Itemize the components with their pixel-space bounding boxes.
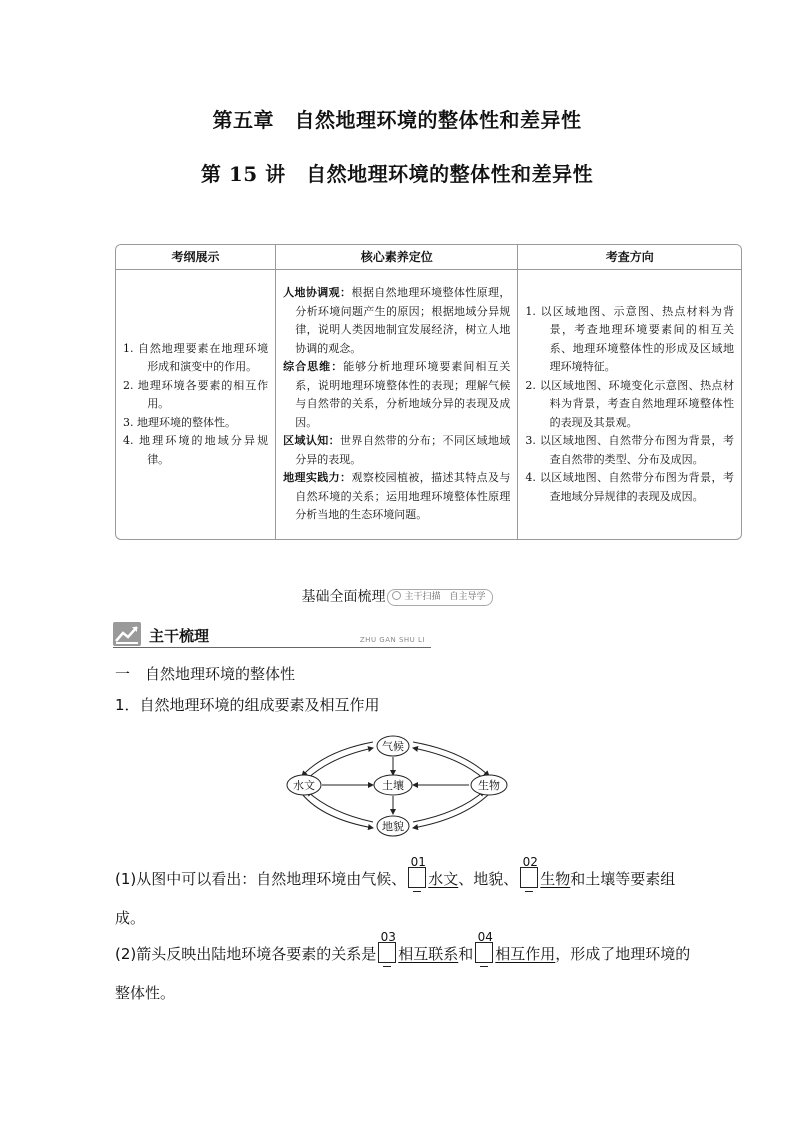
geo-elements-diagram — [285, 733, 511, 837]
syllabus-table — [115, 244, 742, 540]
heading-level-1: 一 自然地理环境的整体性 — [115, 665, 296, 683]
node-label: 水文 — [293, 779, 315, 792]
lecture-title: 第 15 讲 自然地理环境的整体性和差异性 — [200, 162, 594, 186]
list-item: 3. 以区域地图、自然带分布图为背景，考查自然带的类型、分布及成因。 — [525, 434, 734, 466]
answer-blank: 水文 — [428, 870, 459, 888]
list-item: 4. 地理环境的地域分异规律。 — [123, 434, 269, 466]
trend-chart-icon — [113, 622, 141, 646]
chapter-title: 第五章 自然地理环境的整体性和差异性 — [212, 108, 582, 132]
list-item: 1. 以区域地图、示意图、热点材料为背景，考查地理环境要素间的相互关系、地理环境整体性的形成及区域地理环境特征。 — [525, 304, 734, 374]
node-label: 生物 — [478, 779, 500, 792]
item-label: 综合思维： — [283, 360, 344, 374]
paragraph-1 — [115, 855, 705, 938]
item-text: 能够分析地理环境要素间相互关系，说明地理环境整体性的表现；理解气候与自然带的关系，分析地域分异的表现及成因。 — [295, 360, 511, 429]
list-item — [283, 284, 510, 358]
section-pill — [387, 589, 492, 606]
answer-number: 03 — [380, 930, 396, 944]
table-header-cell: 考查方向 — [517, 245, 741, 270]
section-heading-text: 基础全面梳理 — [301, 589, 386, 605]
answer-blank: 生物 — [540, 870, 571, 888]
magnifier-icon — [392, 591, 401, 600]
answer-marker-box — [475, 930, 493, 963]
node-label: 地貌 — [382, 820, 404, 833]
item-label: 人地协调观： — [283, 286, 352, 300]
table-row — [116, 270, 741, 539]
answer-marker-box — [408, 855, 426, 888]
item-text: 观察校园植被，描述其特点及与自然环境的关系；运用地理环境整体性原理分析当地的生态环境问题。 — [295, 471, 511, 522]
table-header-cell: 核心素养定位 — [275, 245, 517, 270]
list-item: 1. 自然地理要素在地理环境形成和演变中的作用。 — [123, 341, 269, 374]
answer-marker-box — [378, 930, 396, 963]
answer-blank: 相互联系 — [398, 945, 459, 963]
list-item: 2. 地理环境各要素的相互作用。 — [123, 378, 269, 411]
text-segment: 、地貌、 — [458, 870, 519, 888]
paragraph-2 — [115, 930, 705, 1013]
section-pill-text: 主干扫描 自主导学 — [404, 592, 486, 602]
item-text: 根据自然地理环境整体性原理，分析环境问题产生的原因；根据地域分异规律，说明人类因地制宜发展经济，树立人地协调的观念。 — [295, 286, 511, 355]
text-segment: (2)箭头反映出陆地环境各要素的关系是 — [115, 945, 377, 963]
list-item: 2. 以区域地图、环境变化示意图、热点材料为背景，考查自然地理环境整体性的表现及其景观。 — [525, 378, 734, 429]
list-item — [283, 469, 510, 525]
heading-level-2: 1．自然地理环境的组成要素及相互作用 — [115, 696, 380, 714]
text-segment: ，形成了地理环境的整体性。 — [115, 945, 691, 1002]
syllabus-cell — [116, 270, 275, 539]
answer-blank: 相互作用 — [495, 945, 556, 963]
literacy-cell — [275, 270, 517, 539]
text-segment: 和土壤等要素组成。 — [115, 870, 676, 927]
main-outline-label: 主干梳理 — [149, 627, 210, 645]
list-item: 3. 地理环境的整体性。 — [123, 415, 236, 429]
text-segment: 和 — [458, 945, 474, 963]
answer-marker-box — [520, 855, 538, 888]
main-outline-pinyin: ZHU GAN SHU LI — [359, 636, 425, 644]
divider — [113, 647, 431, 648]
item-text: 世界自然带的分布；不同区域地域分异的表现。 — [295, 434, 511, 466]
table-header-row — [116, 245, 741, 270]
list-item: 4. 以区域地图、自然带分布图为背景，考查地域分异规律的表现及成因。 — [525, 471, 734, 503]
table-header-cell: 考纲展示 — [116, 245, 275, 270]
answer-number: 01 — [410, 855, 426, 869]
list-item — [283, 358, 510, 432]
answer-number: 04 — [477, 930, 493, 944]
arrow — [307, 791, 373, 822]
text-segment: (1)从图中可以看出：自然地理环境由气候、 — [115, 870, 407, 888]
node-label: 气候 — [382, 740, 404, 753]
main-outline-bar — [113, 620, 431, 648]
node-label: 土壤 — [382, 779, 404, 792]
item-label: 地理实践力： — [283, 471, 352, 485]
list-item — [283, 432, 510, 469]
direction-cell — [517, 270, 741, 539]
answer-number: 02 — [522, 855, 538, 869]
item-label: 区域认知： — [283, 434, 341, 448]
section-heading — [0, 586, 794, 606]
